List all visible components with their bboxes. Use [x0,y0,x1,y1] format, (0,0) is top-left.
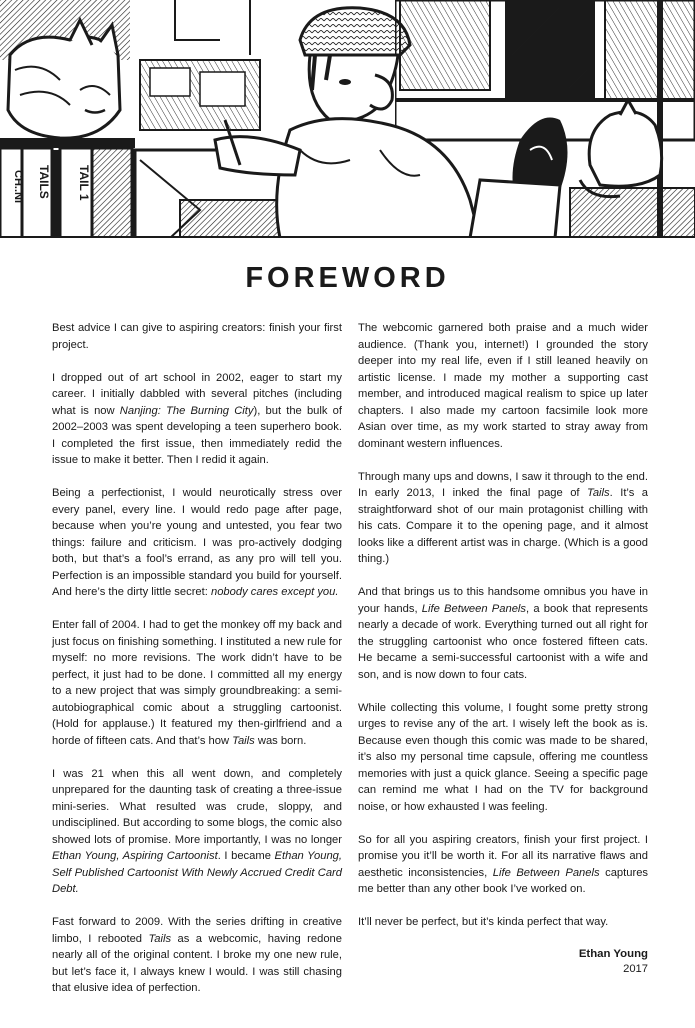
signature-year: 2017 [623,963,648,975]
paragraph: I was 21 when this all went down, and completely unprepared for the daunting task of creating a three-issue mini-series. What resulted was crude, sloppy, and undisciplined. But according to some blogs, the comic also showed lots of promise. More importantly, I was no longer Ethan Young, Aspiring Cartoonist. I became Ethan Young, Self Published Cartoonist With Newly Accrued Credit Card Debt. [52,767,343,895]
left-column [52,320,342,997]
book-spine-1: CH..NI [12,170,24,203]
paragraph: Fast forward to 2009. With the series drifting in creative limbo, I rebooted Tails as a webcomic, having redone nearly all of the original content. I broke my one new rule, but let’s face it, I always knew I would. I was still chasing that elusive idea of perfection. [52,916,342,994]
book-spine-3: TAIL 1 [77,165,91,201]
paragraph: And that brings us to this handsome omnibus you have in your hands, Life Between Panels, a book that represents nearly a decade of work. Everything turned out all right for the struggling cartoonist who once fostered fifteen cats. He became a semi-successful cartoonist with a wife and son, and is now down to four cats. [358,586,648,681]
paragraph: Best advice I can give to aspiring creators: finish your first project. [52,322,342,351]
signature [358,947,648,977]
paragraph: So for all you aspiring creators, finish your first project. I promise you it’ll be worth it. For all its narrative flaws and aesthetic inconsistencies, Life Between Panels captures me better than any other book I’ve worked on. [358,833,649,895]
book-spine-2: TAILS [37,165,51,199]
page-title: FOREWORD [245,262,450,294]
paragraph: Through many ups and downs, I saw it through to the end. In early 2013, I inked the final page of Tails. It’s a straightforward shot of our main protagonist chilling with his cats. Compare it to the opening page, and it almost looks like a different artist was in charge. (Which is a good thing.) [358,470,649,565]
comic-illustration [0,0,695,238]
paragraph: It’ll never be perfect, but it’s kinda perfect that way. [358,916,609,928]
paragraph: While collecting this volume, I fought some pretty strong urges to revise any of the art. I wisely left the book as is. Because even though this comic was made to be shared, it’s also my personal time capsule, offering me countless memories with just a quick glance. Seeing a specific page can remind me what I had on the TV for background noise, or how exhausted I was feeling. [358,701,648,813]
paragraph: Being a perfectionist, I would neurotically stress over every panel, every line. I would redo page after page, because when you’re young and untested, you fear two things: failure and criticism. I was pro-actively dodging both, but that’s a fool’s errand, as any pro will tell you. Perfection is an impossible standard you build for yourself. And here’s the dirty little secret: nobody cares except you. [52,487,342,598]
paragraph: The webcomic garnered both praise and a much wider audience. (Thank you, internet!) I grounded the story deeper into my real life, even if I still leaned heavily on artistic license. I made my mother a supporting cast member, and introduced magical realism to spice up later chapters. I also made my cartoon facsimile look more Asian over time, as my work started to stray away from dominant western influences. [358,322,648,450]
paragraph: Enter fall of 2004. I had to get the monkey off my back and just focus on finishing something. I instituted a new rule for myself: no more revisions. The work didn’t have to be perfect, it just had to be done. I committed all my energy to a new project that was simply groundbreaking: a semi-autobiographical comic about a struggling cartoonist. (Hold for applause.) It featured my then-girlfriend and a horde of fifteen cats. And that’s how Tails was born. [52,619,342,747]
author-name: Ethan Young [578,948,648,960]
right-column [358,320,648,977]
paragraph: I dropped out of art school in 2002, eager to start my career. I initially dabbled with several pitches (including what is now Nanjing: The Burning City), but the bulk of 2002–2003 was spent developing a teen superhero book. I completed the first issue, then immediately redid the issue to make it better. Then I redid it again. [52,371,342,466]
